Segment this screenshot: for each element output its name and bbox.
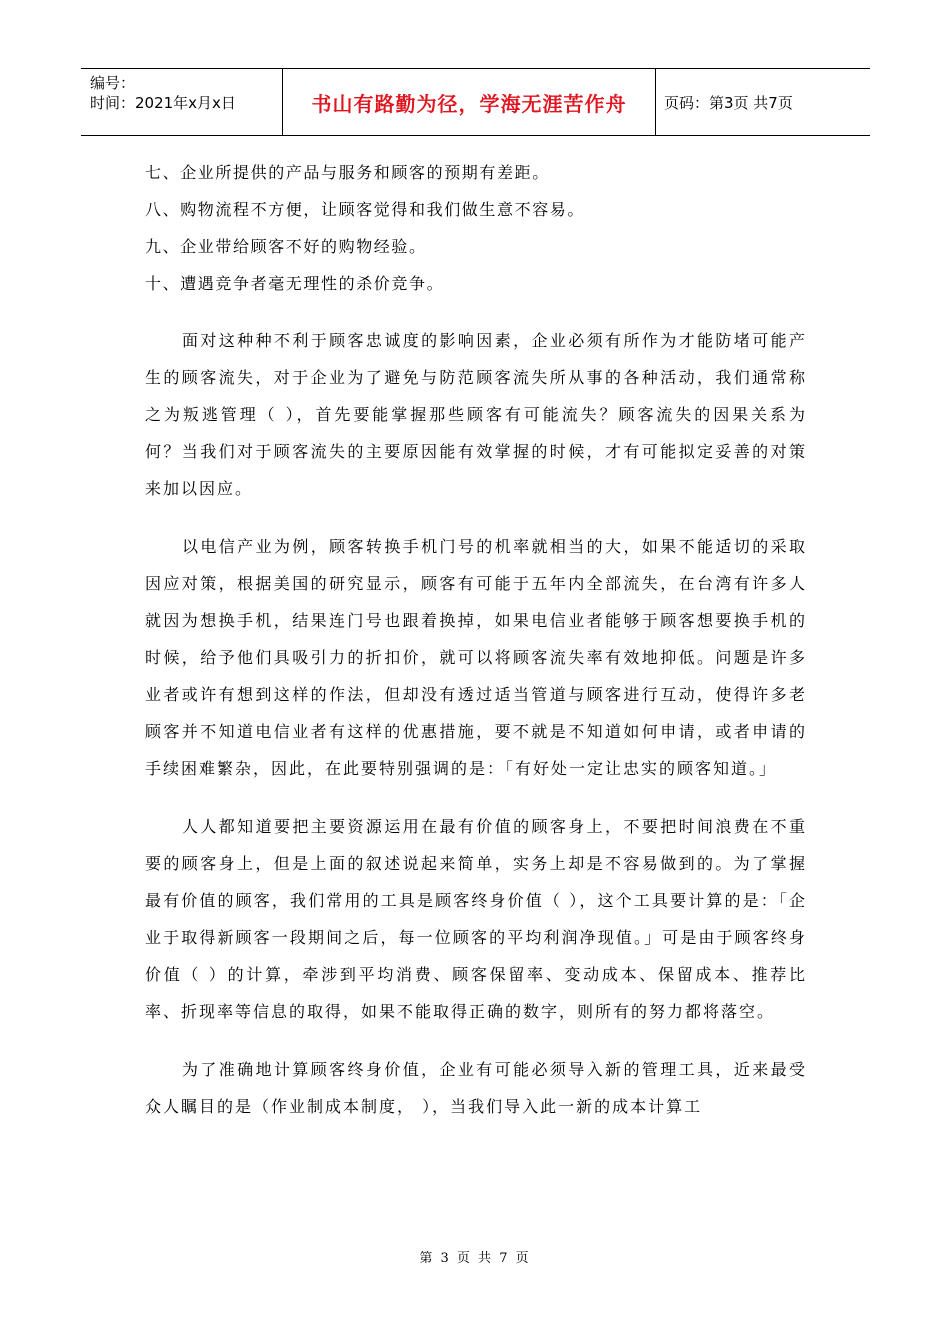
header-page-info: 页码：第3页 共7页 xyxy=(664,93,793,112)
list-item: 七、企业所提供的产品与服务和顾客的预期有差距。 xyxy=(145,163,550,182)
paragraph: 人人都知道要把主要资源运用在最有价值的顾客身上，不要把时间浪费在不重要的顾客身上，但是上面的叙述说起来简单，实务上却是不容易做到的。为了掌握最有价值的顾客，我们常用的工具是顾客终身价值（ ），这个工具要计算的是：「企业于取得新顾客一段期间之后，每一位顾客的平均利润净现值。」可是由于顾客终身价值（ ）的计算，牵涉到平均消费、顾客保留率、变动成本、保留成本、推荐比率、折现率等信息的取得，如果不能取得正确的数字，则所有的努力都将落空。 xyxy=(145,817,807,1021)
header-meta xyxy=(81,69,282,135)
document-header xyxy=(81,68,870,136)
page-footer: 第 3 页 共 7 页 xyxy=(419,1251,531,1266)
list-item: 十、遭遇竞争者毫无理性的杀价竞争。 xyxy=(145,274,445,293)
document-number-label: 编号： xyxy=(90,74,136,92)
header-motto: 书山有路勤为径，学海无涯苦作舟 xyxy=(282,69,656,135)
paragraph: 为了准确地计算顾客终身价值，企业有可能必须导入新的管理工具，近来最受众人瞩目的是（作业制成本制度， ），当我们导入此一新的成本计算工 xyxy=(145,1060,807,1116)
document-date: 时间：2021年x月x日 xyxy=(90,94,236,112)
list-item: 九、企业带给顾客不好的购物经验。 xyxy=(145,237,427,256)
document-body xyxy=(145,154,807,1125)
list-item: 八、购物流程不方便，让顾客觉得和我们做生意不容易。 xyxy=(145,200,586,219)
paragraph: 面对这种种不利于顾客忠诚度的影响因素，企业必须有所作为才能防堵可能产生的顾客流失，对于企业为了避免与防范顾客流失所从事的各种活动，我们通常称之为叛逃管理（ ），首先要能掌握那些顾客有可能流失？顾客流失的因果关系为何？当我们对于顾客流失的主要原因能有效掌握的时候，才有可能拟定妥善的对策来加以因应。 xyxy=(145,331,807,498)
paragraph: 以电信产业为例，顾客转换手机门号的机率就相当的大，如果不能适切的采取因应对策，根据美国的研究显示，顾客有可能于五年内全部流失，在台湾有许多人就因为想换手机，结果连门号也跟着换掉，如果电信业者能够于顾客想要换手机的时候，给予他们具吸引力的折扣价，就可以将顾客流失率有效地抑低。问题是许多业者或许有想到这样的作法，但却没有透过适当管道与顾客进行互动，使得许多老顾客并不知道电信业者有这样的优惠措施，要不就是不知道如何申请，或者申请的手续困难繁杂，因此，在此要特别强调的是：「有好处一定让忠实的顾客知道。」 xyxy=(145,537,807,778)
